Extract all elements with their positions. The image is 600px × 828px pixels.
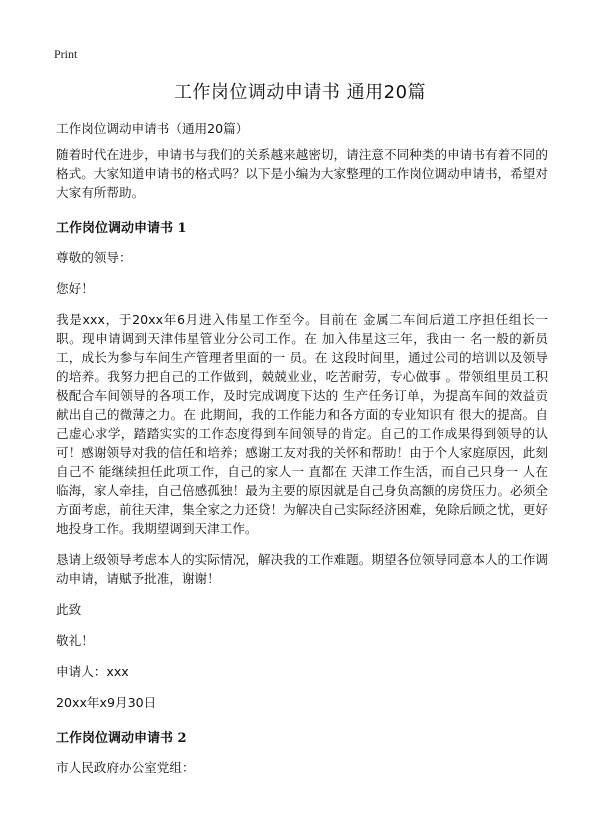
letter-1-greeting: 您好！: [56, 281, 94, 296]
letter-1-closing-2: 敬礼！: [56, 633, 94, 648]
document-subtitle: 工作岗位调动申请书（通用20篇）: [56, 121, 249, 136]
print-link[interactable]: Print: [54, 47, 78, 61]
document-title: 工作岗位调动申请书 通用20篇: [173, 82, 427, 103]
letter-1-salutation: 尊敬的领导：: [56, 250, 132, 265]
document-body: [56, 119, 548, 789]
letter-2-salutation: 市人民政府办公室党组：: [56, 760, 195, 775]
letter-2-heading: 工作岗位调动申请书 2: [56, 731, 187, 746]
letter-1-closing-1: 此致: [56, 602, 82, 617]
letter-1-date: 20xx年x9月30日: [56, 695, 157, 710]
letter-1-applicant: 申请人：xxx: [56, 664, 129, 679]
letter-1-heading: 工作岗位调动申请书 1: [56, 221, 187, 236]
intro-paragraph: 随着时代在进步，申请书与我们的关系越来越密切，请注意不同种类的申请书有着不同的格式。大家知道申请书的格式吗？以下是小编为大家整理的工作岗位调动申请书，希望对大家有所帮助。: [56, 147, 548, 200]
letter-1-request: 恳请上级领导考虑本人的实际情况，解决我的工作难题。期望各位领导同意本人的工作调动申请，请赋予批准，谢谢！: [56, 552, 548, 586]
letter-1-body: 我是xxx，于20xx年6月进入伟星工作至今。目前在 金属二车间后道工序担任组长一 职。现申请调到天津伟星管业分公司工作。在 加入伟星这三年，我由一 名一般的新员工，成长为参与车间生产管理者里面的一 员。在 这段时间里，通过公司的培训以及领导的培养。我努力把自己的工作做到，兢兢业业，吃苦耐劳，专心做事 。带领组里员工积极配合车间领导的各项工作，及时完成调度下达的 生产任务订单，为提高车间的效益贡献出自己的微薄之力。在 此期间，我的工作能力和各方面的专业知识有 很大的提高。自己虚心求学，踏踏实实的工作态度得到车间领导的肯定。自己的工作成果得到领导的认可！感谢领导对我的信任和培养；感谢工友对我的关怀和帮助！由于个人家庭原因，此刻 自己不 能继续担任此项工作，自己的家人一 直都在 天津工作生活，而自己只身一 人在 临海，家人牵挂，自己倍感孤独！最为主要的原因就是自己身负高额的房贷压力。必须全方面考虑，前往天津，集全家之力还贷！为解决自己实际经济困难，免除后顾之忧，更好地投身工作。我期望调到天津工作。: [56, 312, 548, 536]
